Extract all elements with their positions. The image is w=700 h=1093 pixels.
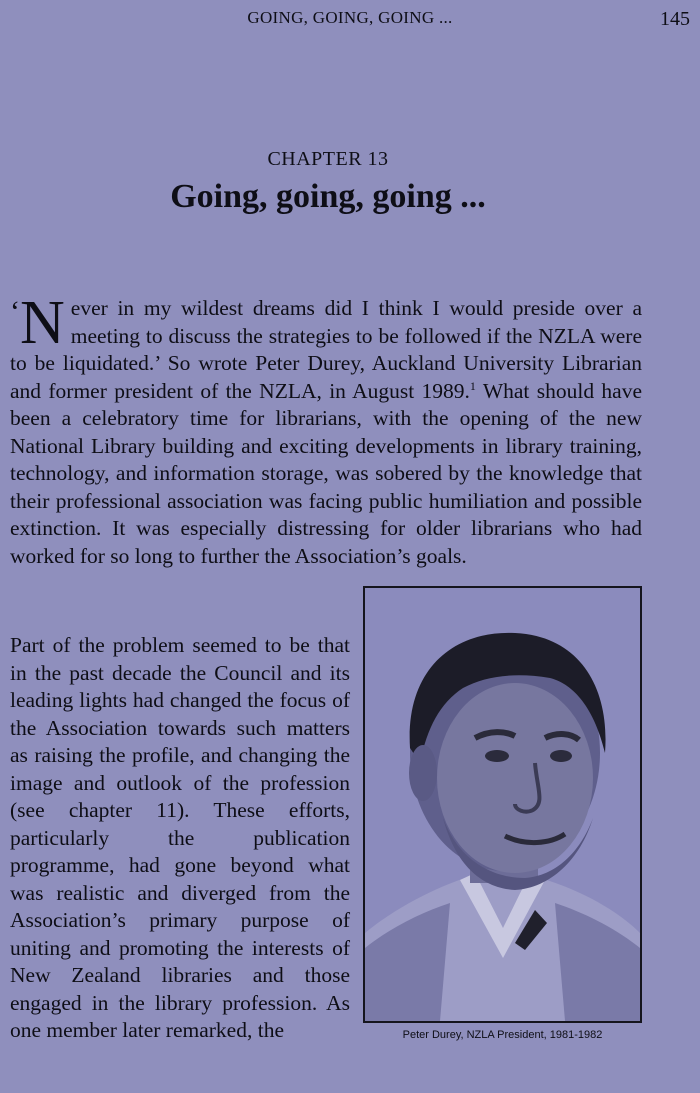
opening-paragraph-text: ever in my wildest dreams did I think I would preside over a meeting to discuss the strategies to be followed if the NZLA were to be liquidated.’ So wrote Peter Durey, Auckland University Librarian and former president of the NZLA, in August 1989. xyxy=(10,296,642,403)
footnote-marker: 1 xyxy=(469,378,476,393)
portrait-photo xyxy=(363,586,642,1023)
drop-cap-quote: ‘ xyxy=(10,295,20,328)
drop-cap xyxy=(10,289,65,357)
second-paragraph: Part of the problem seemed to be that in the past decade the Council and its leading lights had changed the focus of the Association towards such matters as raising the profile, and changing the image and outlook of the profession (see chapter 11). These efforts, particularly the publication programme, had gone beyond what was realistic and diverged from the Association’s primary purpose of uniting and promoting the interests of New Zealand libraries and those engaged in the library profession. As one member later remarked, the xyxy=(10,633,350,1042)
page-number: 145 xyxy=(660,8,690,30)
drop-cap-letter: N xyxy=(20,289,65,357)
chapter-title: Going, going, going ... xyxy=(170,178,486,215)
running-head: GOING, GOING, GOING ... xyxy=(247,8,453,27)
chapter-label: CHAPTER 13 xyxy=(267,148,389,170)
portrait-illustration xyxy=(365,588,640,1021)
opening-paragraph-text-2: What should have been a celebratory time for librarians, with the opening of the new National Library building and exciting developments in library training, technology, and information storage, was sobered by the knowledge that their professional association was facing public humiliation and possible extinction. It was especially distressing for older librarians who had worked for so long to further the Association’s goals. xyxy=(10,378,642,568)
photo-caption: Peter Durey, NZLA President, 1981-1982 xyxy=(402,1029,603,1041)
opening-paragraph xyxy=(10,289,642,570)
